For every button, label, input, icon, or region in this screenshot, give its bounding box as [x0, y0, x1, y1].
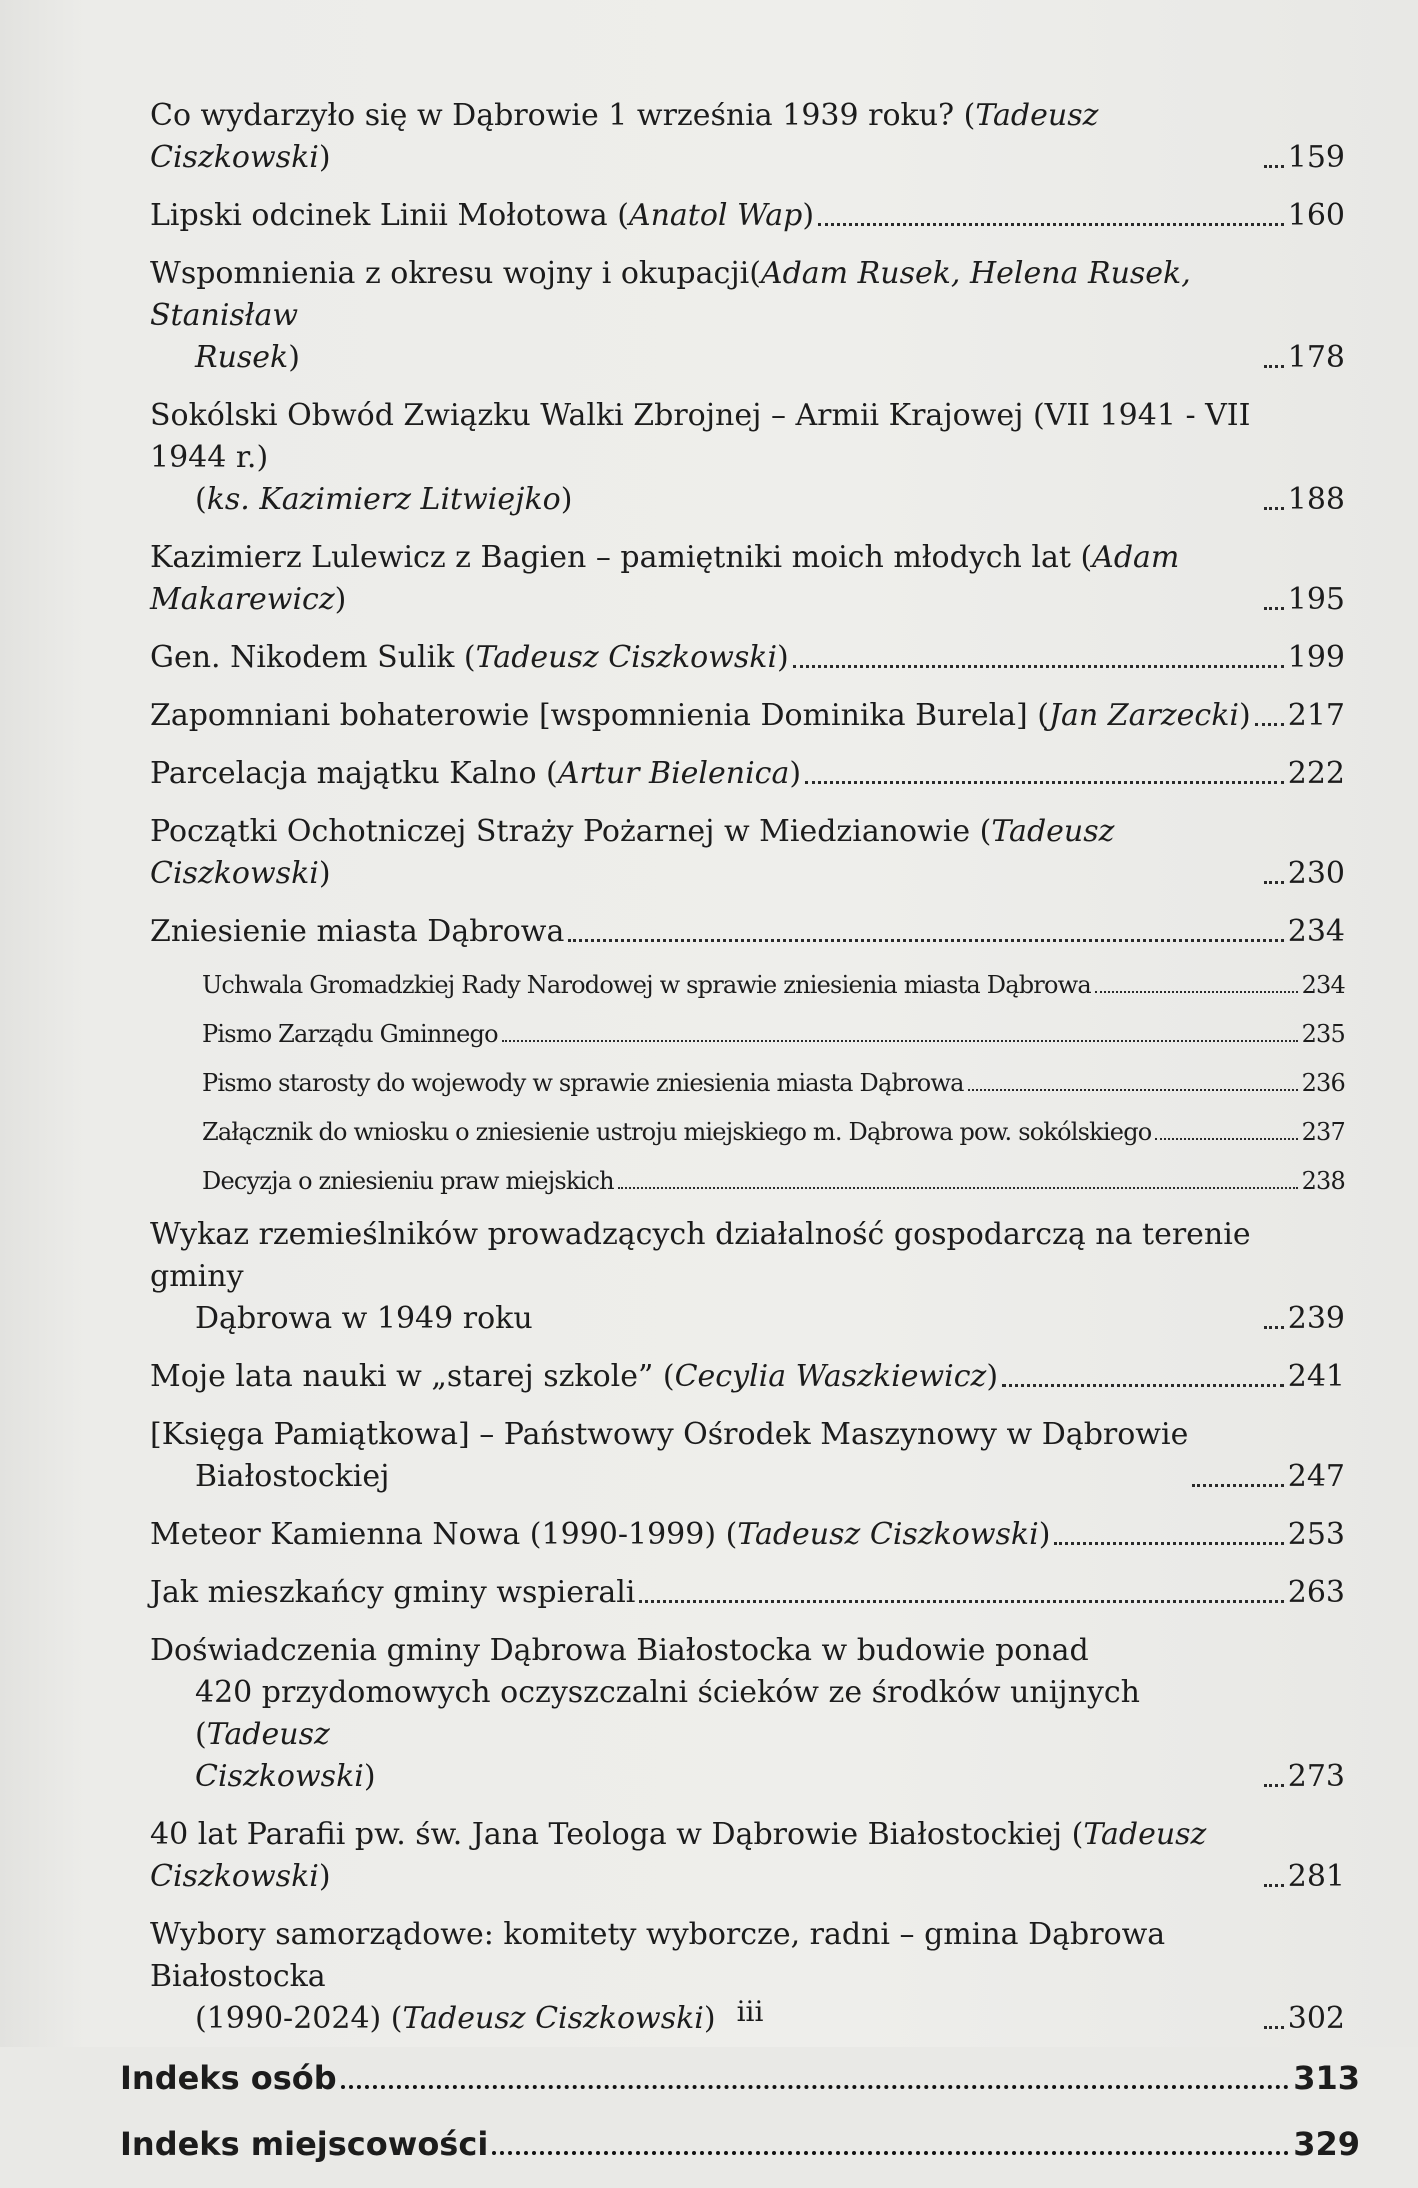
subentry-title: Uchwala Gromadzkiej Rady Narodowej w sprawie zniesienia miasta Dąbrowa [202, 971, 1091, 999]
toc-entry [150, 695, 1345, 737]
entry-title: Wspomnienia z okresu wojny i okupacji(Adam Rusek, Helena Rusek, Stanisław Rusek) [150, 256, 1191, 375]
subentry-title: Pismo starosty do wojewody w sprawie zniesienia miasta Dąbrowa [202, 1069, 964, 1097]
page-number: 160 [1287, 198, 1345, 233]
entry-author: Artur Bielenica [557, 756, 790, 791]
toc-entry [150, 911, 1345, 953]
entry-title: Sokólski Obwód Związku Walki Zbrojnej – Armii Krajowej (VII 1941 - VII 1944 r.) (ks. Kazimierz Litwiejko) [150, 398, 1251, 517]
index-title: Indeks miejscowości [120, 2125, 489, 2163]
entry-title: Jak mieszkańcy gminy wspierali [150, 1575, 636, 1610]
toc-entry [150, 95, 1345, 179]
table-of-contents [120, 95, 1360, 2188]
page-number: 241 [1287, 1359, 1345, 1394]
entry-title: Kazimierz Lulewicz z Bagien – pamiętniki moich młodych lat (Adam Makarewicz) [150, 540, 1180, 617]
dot-leader [1264, 1784, 1284, 1787]
toc-entry [150, 395, 1345, 521]
toc-subentry [150, 1165, 1345, 1197]
page-number: 247 [1287, 1459, 1345, 1494]
dot-leader [618, 1187, 1298, 1189]
entry-title: Wykaz rzemieślników prowadzących działalność gospodarczą na terenie gminy Dąbrowa w 1949 roku [150, 1217, 1251, 1336]
dot-leader [1054, 1542, 1283, 1545]
toc-entry [150, 753, 1345, 795]
entry-author: Jan Zarzecki [1049, 698, 1239, 733]
dot-leader [1264, 607, 1284, 610]
entry-author: Adam Rusek, Helena Rusek, Stanisław [150, 256, 1191, 333]
entry-title: Co wydarzyło się w Dąbrowie 1 września 1939 roku? (Tadeusz Ciszkowski) [150, 98, 1099, 175]
entry-title: Doświadczenia gminy Dąbrowa Białostocka w budowie ponad 420 przydomowych oczyszczalni ścieków ze środków unijnych (Tadeusz Ciszkowski) [150, 1633, 1140, 1794]
toc-index-entry [120, 2122, 1360, 2166]
dot-leader [502, 1040, 1298, 1042]
page-number: 159 [1287, 140, 1345, 175]
dot-leader [818, 223, 1284, 226]
entry-title: Zniesienie miasta Dąbrowa [150, 914, 565, 949]
page-folio: iii [736, 1995, 764, 2028]
toc-entry [150, 1356, 1345, 1398]
entry-title: Parcelacja majątku Kalno (Artur Bielenica) [150, 756, 802, 791]
page-number: 188 [1287, 482, 1345, 517]
toc-index-entry [120, 2056, 1360, 2100]
page-number: 329 [1293, 2125, 1360, 2163]
dot-leader [1264, 507, 1284, 510]
page-number: 178 [1287, 340, 1345, 375]
page-number: 237 [1301, 1118, 1345, 1146]
dot-leader [1264, 165, 1284, 168]
dot-leader [341, 2085, 1290, 2089]
entry-title: 40 lat Parafii pw. św. Jana Teologa w Dąbrowie Białostockiej (Tadeusz Ciszkowski) [150, 1817, 1207, 1894]
dot-leader [492, 2151, 1289, 2155]
entry-author: Tadeusz Ciszkowski [150, 1817, 1207, 1894]
entry-title: Początki Ochotniczej Straży Pożarnej w Miedzianowie (Tadeusz Ciszkowski) [150, 814, 1115, 891]
page-number: 281 [1287, 1859, 1345, 1894]
dot-leader [805, 781, 1284, 784]
page-number: 313 [1293, 2059, 1360, 2097]
toc-subentry [150, 1018, 1345, 1050]
entry-author: Cecylia Waszkiewicz [674, 1359, 987, 1394]
dot-leader [639, 1600, 1283, 1603]
toc-entry [150, 1214, 1345, 1340]
page-number: 263 [1287, 1575, 1345, 1610]
index-title: Indeks osób [120, 2059, 337, 2097]
dot-leader [1192, 1484, 1283, 1487]
dot-leader [968, 1089, 1298, 1091]
entry-title: Moje lata nauki w „starej szkole” (Cecylia Waszkiewicz) [150, 1359, 999, 1394]
toc-entry [150, 537, 1345, 621]
page-number: 195 [1287, 582, 1345, 617]
entry-author: Tadeusz Ciszkowski [150, 814, 1115, 891]
toc-entry [150, 811, 1345, 895]
dot-leader [568, 939, 1283, 942]
entry-author: Adam Makarewicz [150, 540, 1180, 617]
dot-leader [1264, 881, 1284, 884]
dot-leader [1155, 1138, 1297, 1140]
toc-entry [150, 1414, 1345, 1498]
page-number: 217 [1287, 698, 1345, 733]
page-number: 273 [1287, 1759, 1345, 1794]
entry-title: Zapomniani bohaterowie [wspomnienia Dominika Burela] (Jan Zarzecki) [150, 698, 1251, 733]
subentry-title: Załącznik do wniosku o zniesienie ustroju miejskiego m. Dąbrowa pow. sokólskiego [202, 1118, 1152, 1146]
dot-leader [1255, 723, 1284, 726]
toc-subentry [150, 1067, 1345, 1099]
entry-title: Meteor Kamienna Nowa (1990-1999) (Tadeusz Ciszkowski) [150, 1517, 1051, 1552]
dot-leader [1264, 1884, 1284, 1887]
entry-title: [Księga Pamiątkowa] – Państwowy Ośrodek Maszynowy w Dąbrowie Białostockiej [150, 1417, 1189, 1494]
toc-subentry [150, 1116, 1345, 1148]
toc-entry [150, 1814, 1345, 1898]
entry-author: Tadeusz Ciszkowski [737, 1517, 1039, 1552]
dot-leader [793, 665, 1284, 668]
toc-entry [150, 253, 1345, 379]
toc-entry [150, 637, 1345, 679]
dot-leader [1002, 1384, 1284, 1387]
entry-author: Tadeusz Ciszkowski [150, 98, 1099, 175]
toc-entry [150, 1630, 1345, 1798]
entry-author: Tadeusz Ciszkowski [475, 640, 778, 675]
entry-title: Lipski odcinek Linii Mołotowa (Anatol Wap) [150, 198, 815, 233]
toc-entry [150, 1514, 1345, 1556]
entry-author: Tadeusz [206, 1717, 330, 1752]
toc-subentry [150, 969, 1345, 1001]
page-number: 239 [1287, 1301, 1345, 1336]
dot-leader [1095, 991, 1298, 993]
page-number: 253 [1287, 1517, 1345, 1552]
page-number: 234 [1287, 914, 1345, 949]
subentry-title: Decyzja o zniesieniu praw miejskich [202, 1167, 614, 1195]
entry-author: ks. Kazimierz Litwiejko [206, 482, 561, 517]
page-number: 236 [1301, 1069, 1345, 1097]
page-number: 199 [1287, 640, 1345, 675]
entry-author-continued: Ciszkowski [195, 1759, 364, 1794]
entry-author-continued: Rusek [195, 340, 289, 375]
dot-leader [1264, 365, 1284, 368]
page-number: 302 [1287, 2001, 1345, 2036]
page-number: 238 [1301, 1167, 1345, 1195]
entry-title: Wybory samorządowe: komitety wyborcze, radni – gmina Dąbrowa Białostocka (1990-2024) (Tadeusz Ciszkowski) [150, 1917, 1166, 2036]
toc-entry [150, 1572, 1345, 1614]
toc-entry [150, 195, 1345, 237]
page-number: 230 [1287, 856, 1345, 891]
page-number: 222 [1287, 756, 1345, 791]
entry-title: Gen. Nikodem Sulik (Tadeusz Ciszkowski) [150, 640, 789, 675]
entry-author: Tadeusz Ciszkowski [402, 2001, 704, 2036]
subentry-title: Pismo Zarządu Gminnego [202, 1020, 498, 1048]
page-number: 234 [1301, 971, 1345, 999]
dot-leader [1264, 1326, 1284, 1329]
page-number: 235 [1301, 1020, 1345, 1048]
entry-author: Anatol Wap [628, 198, 803, 233]
